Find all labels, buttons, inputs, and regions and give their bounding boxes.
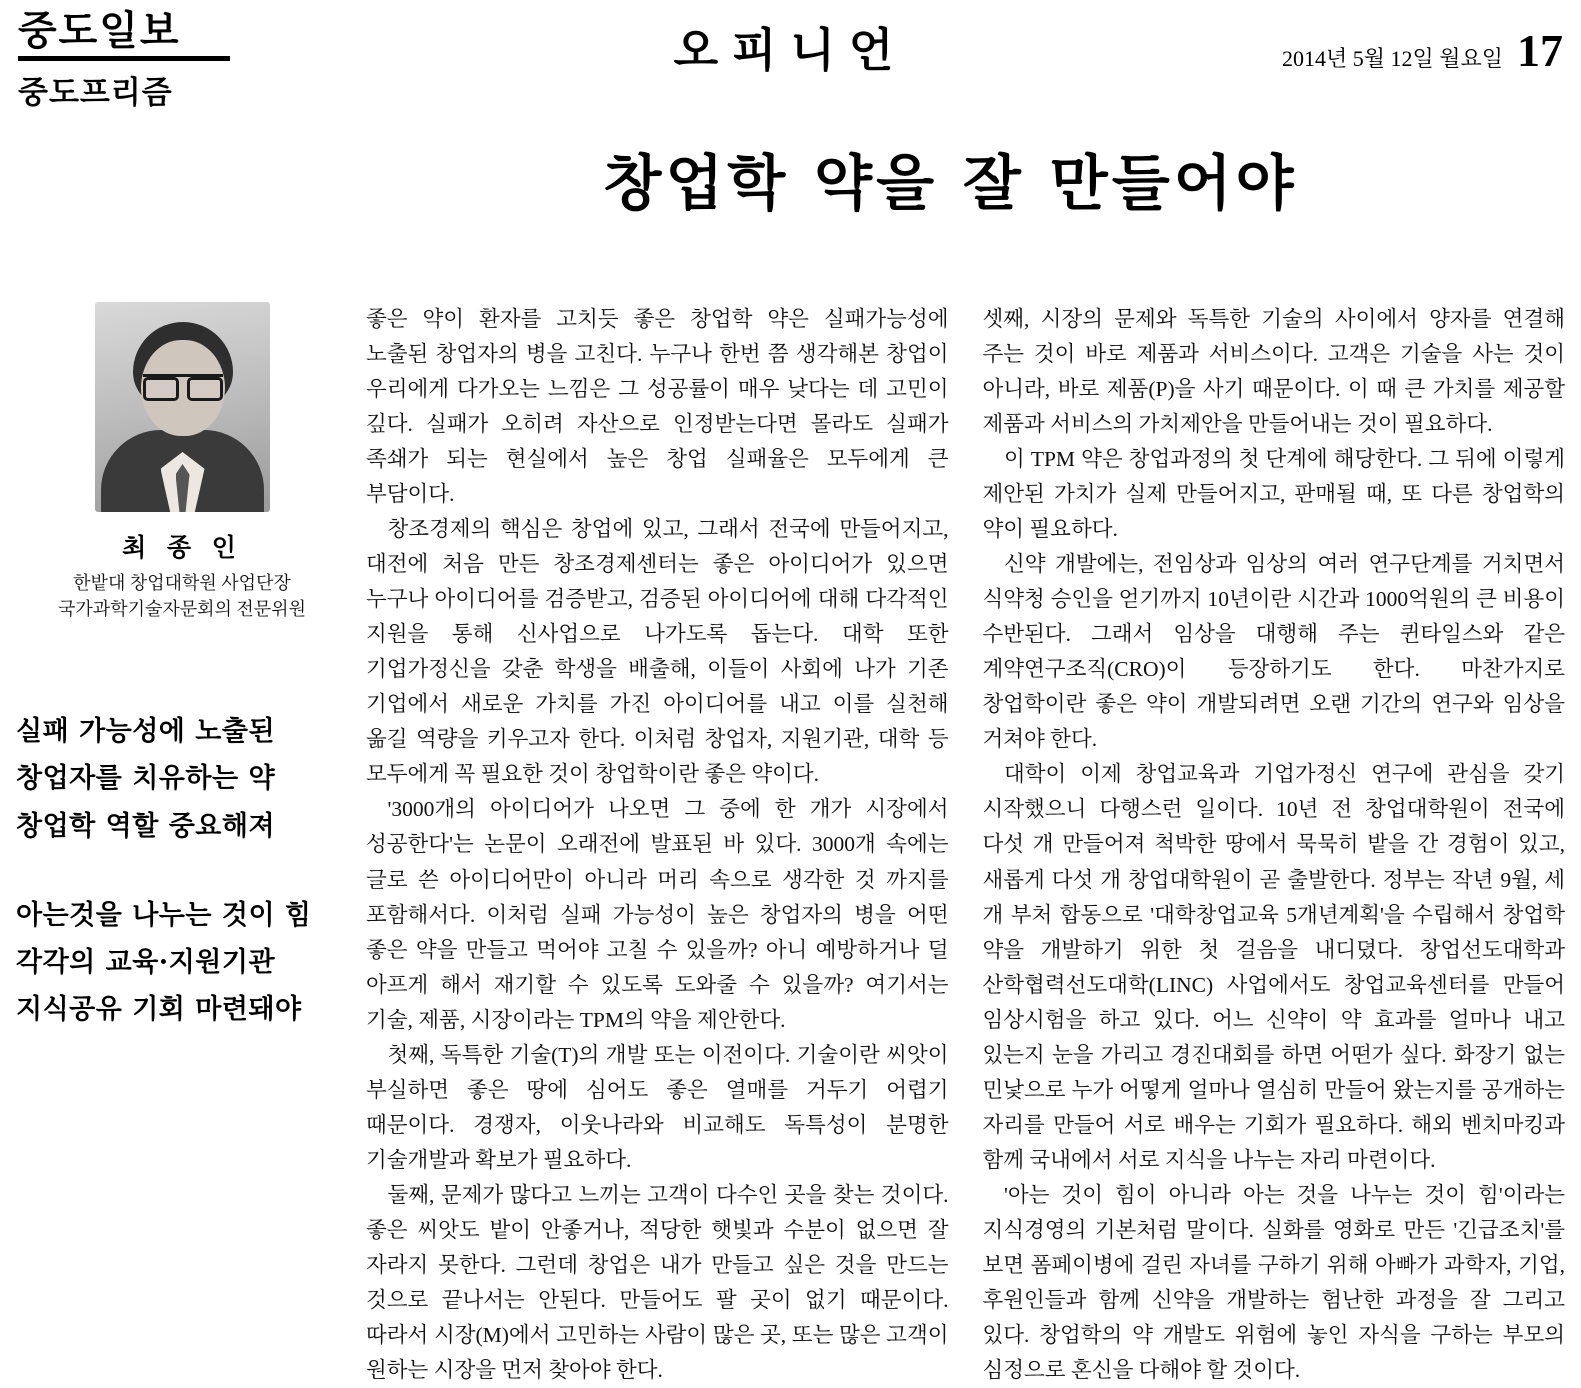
article-deck	[16, 708, 348, 1034]
author-column	[16, 302, 366, 1388]
author-name: 최 종 인	[122, 533, 242, 562]
author-photo	[95, 302, 270, 512]
masthead-right	[1281, 25, 1563, 76]
paragraph: 셋째, 시장의 문제와 독특한 기술의 사이에서 양자를 연결해 주는 것이 바로 제품과 서비스이다. 고객은 기술을 사는 것이 아니라, 바로 제품(P)을 사기 때문이다. 이 때 큰 가치를 제공할 제품과 서비스의 가치제안을 만들어내는 것이 필요하다.	[982, 307, 1565, 437]
paragraph: 대학이 이제 창업교육과 기업가정신 연구에 관심을 갖기 시작했으니 다행스런 일이다. 10년 전 창업대학원이 전국에 다섯 개 만들어져 척박한 땅에서 묵묵히 밭을 간 경험이 있고, 새롭게 다섯 개 창업대학원이 곧 출발한다. 정부는 작년 9월, 세 개 부처 합동으로 '대학창업교육 5개년계획'을 수립해서 창업학 약을 개발하기 위한 첫 걸음을 내디뎠다. 창업선도대학과 산학협력선도대학(LINC) 사업에서도 창업교육센터를 만들어 임상시험을 하고 있다. 어느 신약이 약 효과를 얼마나 내고 있는지 눈을 가리고 경진대회를 하면 어떤가 싶다. 화장기 없는 민낯으로 누가 어떻게 얼마나 열심히 만들어 왔는지를 공개하는 자리를 만들어 서로 배우는 기회가 필요하다. 해외 벤치마킹과 함께 국내에서 서로 지식을 나누는 자리 마련이다.	[982, 762, 1565, 1172]
paragraph: 둘째, 문제가 많다고 느끼는 고객이 다수인 곳을 찾는 것이다. 좋은 씨앗도 밭이 안좋거나, 적당한 햇빛과 수분이 없으면 잘 자라지 못한다. 그런데 창업은 내가 만들고 싶은 것을 만드는 것으로 끝나서는 안된다. 만들어도 팔 곳이 없기 때문이다. 따라서 시장(M)에서 고민하는 사람이 많은 곳, 또는 많은 고객이 원하는 시장을 먼저 찾아야 한다.	[366, 1182, 949, 1382]
text-columns	[366, 302, 1565, 1388]
section-title: 오피니언	[673, 23, 908, 77]
deck-line: 창업학 역할 중요해져	[16, 810, 276, 842]
body-column-1	[366, 302, 949, 1388]
paragraph: '아는 것이 힘이 아니라 아는 것을 나누는 것이 힘'이라는 지식경영의 기본처럼 말이다. 실화를 영화로 만든 '긴급조치'를 보면 폼페이병에 걸린 자녀를 구하기 위해 아빠가 과학자, 기업, 후원인들과 함께 신약을 개발하는 험난한 과정을 잘 그리고 있다. 창업학의 약 개발도 위험에 놓인 자식을 구하는 부모의 심정으로 혼신을 다해야 할 것이다.	[982, 1182, 1565, 1382]
column-brand: 중도프리즘	[18, 75, 173, 111]
deck-line: 지식공유 기회 마련돼야	[16, 994, 302, 1026]
paragraph: 첫째, 독특한 기술(T)의 개발 또는 이전이다. 기술이란 씨앗이 부실하면 좋은 땅에 심어도 좋은 열매를 거두기 어렵기 때문이다. 경쟁자, 이웃나라와 비교해도 독특성이 분명한 기술개발과 확보가 필요하다.	[366, 1042, 949, 1172]
paragraph: 신약 개발에는, 전임상과 임상의 여러 연구단계를 거치면서 식약청 승인을 얻기까지 10년이란 시간과 1000억원의 큰 비용이 수반된다. 그래서 임상을 대행해 주는 퀸타일스와 같은 계약연구조직(CRO)이 등장하기도 한다. 마찬가지로 창업학이란 좋은 약이 개발되려면 오랜 기간의 연구와 임상을 거쳐야 한다.	[982, 552, 1565, 752]
author-affiliation-line-2: 국가과학기술자문회의 전문위원	[58, 599, 306, 620]
deck-line: 각각의 교육·지원기관	[16, 947, 276, 979]
page-number: 17	[1517, 25, 1563, 76]
deck-line: 창업자를 치유하는 약	[16, 763, 276, 795]
paper-name: 중도일보	[18, 7, 181, 54]
article-body	[0, 302, 1581, 1388]
headline-area	[0, 136, 1581, 222]
deck-block	[16, 892, 348, 1034]
author-affiliation	[16, 570, 348, 622]
issue-date: 2014년 5월 12일 월요일	[1281, 46, 1503, 71]
paragraph: '3000개의 아이디어가 나오면 그 중에 한 개가 시장에서 성공한다'는 논문이 오래전에 발표된 바 있다. 3000개 속에는 글로 쓴 아이디어만이 아니라 머리 속으로 생각한 것 까지를 포함해서다. 이처럼 실패 가능성이 높은 창업자의 병을 어떤 좋은 약을 만들고 먹어야 고칠 수 있을까? 아니 예방하거나 덜 아프게 해서 재기할 수 있도록 도와줄 수 있을까? 여기서는 기술, 제품, 시장이라는 TPM의 약을 제안한다.	[366, 797, 949, 1032]
deck-line: 아는것을 나누는 것이 힘	[16, 899, 312, 931]
body-column-2	[983, 302, 1566, 1388]
paragraph: 좋은 약이 환자를 고치듯 좋은 창업학 약은 실패가능성에 노출된 창업자의 병을 고친다. 누구나 한번 쯤 생각해본 창업이 우리에게 다가오는 느낌은 그 성공률이 매우 낮다는 데 고민이 깊다. 실패가 오히려 자산으로 인정받는다면 몰라도 실패가 족쇄가 되는 현실에서 높은 창업 실패율은 모두에게 큰 부담이다.	[366, 307, 949, 507]
author-affiliation-line-1: 한밭대 창업대학원 사업단장	[73, 573, 291, 593]
deck-block	[16, 708, 348, 850]
paragraph: 창조경제의 핵심은 창업에 있고, 그래서 전국에 만들어지고, 대전에 처음 만든 창조경제센터는 좋은 아이디어가 있으면 누구나 아이디어를 검증받고, 검증된 아이디어에 대해 다각적인 지원을 통해 신사업으로 나가도록 돕는다. 대학 또한 기업가정신을 갖춘 학생을 배출해, 이들이 사회에 나가 기존 기업에서 새로운 가치를 가진 아이디어를 내고 이를 실천해 옮길 역량을 키우고자 한다. 이처럼 창업자, 지원기관, 대학 등 모두에게 꼭 필요한 것이 창업학이란 좋은 약이다.	[366, 517, 949, 787]
paragraph: 이 TPM 약은 창업과정의 첫 단계에 해당한다. 그 뒤에 이렇게 제안된 가치가 실제 만들어지고, 판매될 때, 또 다른 창업학의 약이 필요하다.	[982, 447, 1565, 542]
deck-line: 실패 가능성에 노출된	[16, 716, 276, 748]
masthead	[0, 0, 1581, 111]
article-headline: 창업학 약을 잘 만들어야	[603, 149, 1298, 219]
